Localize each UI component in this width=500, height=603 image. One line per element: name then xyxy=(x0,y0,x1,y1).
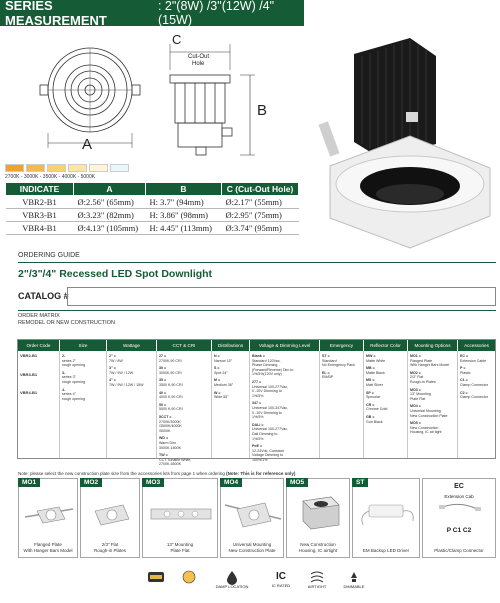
matrix-code: GB = xyxy=(366,414,375,419)
matrix-code: 27 = xyxy=(159,354,167,358)
cert-airtight xyxy=(302,570,332,594)
order-matrix-heading xyxy=(18,313,115,327)
matrix-code: MO1 = xyxy=(410,354,421,358)
matrix-entry xyxy=(366,415,405,424)
matrix-desc: EM/BP xyxy=(322,375,334,380)
mount-caption xyxy=(353,548,419,554)
matrix-desc: Wide 55° xyxy=(214,395,229,400)
caption-line: Plate Flat xyxy=(170,547,190,553)
flanged-plate-icon xyxy=(19,479,79,539)
matrix-col-header: Accessories xyxy=(464,343,489,348)
matrix-desc: Narrow 15° xyxy=(214,358,233,363)
matrix-desc: Universal Mounting xyxy=(410,408,441,413)
matrix-desc: 1%/5% xyxy=(252,436,264,441)
matrix-entry xyxy=(214,366,247,375)
cert-energystar xyxy=(178,570,200,594)
col-b: B xyxy=(146,183,222,196)
matrix-desc: 2700K/3000K xyxy=(159,419,181,424)
matrix-entry xyxy=(109,378,154,387)
connector-codes: P C1 C2 xyxy=(446,527,472,534)
mount-card-mo2 xyxy=(80,478,140,558)
matrix-code: 3- xyxy=(62,370,66,375)
matrix-entry xyxy=(159,403,209,412)
table-cell: Ø:4.13" (105mm) xyxy=(74,222,146,235)
cert-ic xyxy=(268,570,294,594)
matrix-code: MS = xyxy=(366,378,375,383)
matrix-desc: 100%/1% xyxy=(252,457,268,462)
dimmable-icon xyxy=(346,570,362,584)
matrix-desc: Universal 100-347Vac, xyxy=(252,405,289,410)
table-cell: Ø:3.74" (95mm) xyxy=(222,222,299,235)
matrix-code: 4- xyxy=(62,387,66,392)
matrix-col-header: Emergency xyxy=(320,340,364,351)
matrix-code: SP = xyxy=(366,390,374,395)
mount-caption xyxy=(221,542,283,553)
divider xyxy=(18,310,496,311)
matrix-desc: 12-24Vdc, Constant xyxy=(252,448,284,453)
matrix-code: 3" = xyxy=(109,366,116,371)
cct-swatch xyxy=(68,164,87,172)
matrix-code: S = xyxy=(214,366,220,371)
matrix-code: P = xyxy=(460,366,466,371)
dim-label-c: C xyxy=(172,32,182,47)
matrix-col-size xyxy=(60,351,107,458)
matrix-entry xyxy=(214,391,247,400)
mount-card-mo4 xyxy=(220,478,284,558)
matrix-desc: Phase Dimming xyxy=(252,363,278,368)
matrix-entry xyxy=(460,391,493,400)
matrix-code: Blank = xyxy=(252,354,265,358)
matrix-desc: Voltage Dimming to xyxy=(252,453,284,458)
remodel-label: REMODEL OR NEW CONSTRUCTION xyxy=(18,320,115,326)
table-row xyxy=(6,209,299,222)
matrix-col-header: Order Code xyxy=(18,340,60,351)
matrix-entry xyxy=(410,388,455,402)
table-cell: VBR2-B1 xyxy=(6,196,74,209)
dimensions-table xyxy=(5,182,299,235)
cct-swatch xyxy=(47,164,66,172)
matrix-desc: Universal 100-277Vac, xyxy=(252,384,289,389)
matrix-entry xyxy=(322,354,361,368)
matrix-entry xyxy=(366,391,405,400)
matrix-desc: Extension Cable xyxy=(460,358,487,363)
order-code: VBR4-B1 xyxy=(20,390,38,396)
ec-caption: Extension Cab xyxy=(444,494,474,499)
matrix-code: C1 = xyxy=(460,378,468,383)
note-text: Note: please select the new construction plate size from the accessories kits from page 1 when ordering xyxy=(18,471,225,476)
matrix-entry xyxy=(159,415,209,433)
cct-swatch xyxy=(5,164,24,172)
matrix-code: 347 = xyxy=(252,401,262,406)
matrix-code: EC = xyxy=(460,354,469,358)
matrix-desc: 2/3" Flat xyxy=(410,375,424,380)
mount-tag: MO1 xyxy=(18,478,40,487)
dimension-drawing-svg xyxy=(0,30,300,170)
matrix-entry xyxy=(322,371,361,380)
cct-swatch xyxy=(26,164,45,172)
matrix-code: DALI = xyxy=(252,422,264,427)
caption-line: 13" Mounting xyxy=(166,542,194,547)
matrix-code: 35 = xyxy=(159,378,167,383)
product-title: 2"/3"/4" Recessed LED Spot Downlight xyxy=(18,268,213,280)
matrix-code: MW = xyxy=(366,354,376,358)
matrix-desc: /3500K/4000K xyxy=(159,424,182,429)
matrix-col-header: Reflector Color xyxy=(364,340,408,351)
caption-line: New Construction Plate xyxy=(228,547,276,553)
table-cell: Ø:3.23" (82mm) xyxy=(74,209,146,222)
matrix-desc: Rough-In Plates xyxy=(410,379,436,384)
mount-caption xyxy=(19,542,77,553)
matrix-desc: Clamp Connector xyxy=(460,382,488,387)
matrix-entry xyxy=(410,371,455,385)
mount-tag: MO5 xyxy=(286,478,308,487)
divider xyxy=(18,262,496,263)
matrix-desc: 3000K-1800K xyxy=(159,445,181,450)
matrix-entry xyxy=(366,366,405,375)
cert-damp xyxy=(212,570,252,594)
led-driver-icon xyxy=(353,479,421,539)
title-24-icon xyxy=(147,570,165,584)
matrix-code: W = xyxy=(214,390,221,395)
order-matrix-label: ORDER MATRIX xyxy=(18,313,60,319)
matrix-desc: Chrome Gold xyxy=(366,407,388,412)
matrix-code: 277 = xyxy=(252,379,262,384)
flat-plate-icon xyxy=(81,479,141,539)
airtight-icon xyxy=(309,570,325,584)
catalog-label: CATALOG # xyxy=(18,291,69,301)
matrix-code: TW = xyxy=(159,453,168,458)
matrix-code: 2" = xyxy=(109,354,116,358)
matrix-col-header: Size xyxy=(60,340,107,351)
cutout-label-line2: Hole xyxy=(192,61,205,67)
col-c: C (Cut-Out Hole) xyxy=(222,183,299,196)
matrix-desc: series 3" xyxy=(62,375,76,380)
cert-label: IC RATED xyxy=(271,583,291,588)
matrix-col-header: Voltage & Dimming Level xyxy=(250,340,320,351)
series-sizes: : 2"(8W) /3"(12W) /4"(15W) xyxy=(157,0,275,27)
table-cell: H: 3.86" (98mm) xyxy=(146,209,222,222)
cct-swatch xyxy=(89,164,108,172)
matrix-desc: Warm Dim xyxy=(159,440,176,445)
matrix-desc: No Emergency Pack xyxy=(322,363,355,368)
matrix-desc: Standard 120Vac, xyxy=(252,358,281,363)
matrix-col-header: Mounting Options xyxy=(408,340,458,351)
matrix-desc: 4000 K,90 CRI xyxy=(159,395,183,400)
technical-drawing xyxy=(0,30,300,170)
matrix-code: N = xyxy=(214,354,220,358)
matrix-code: 4" = xyxy=(109,378,116,383)
energy-star-icon xyxy=(179,570,199,584)
order-code: VBR2-B1 xyxy=(20,353,38,358)
matrix-entry xyxy=(252,354,317,377)
matrix-code: M = xyxy=(214,378,221,383)
mount-tag: MO2 xyxy=(80,478,102,487)
mount-caption xyxy=(143,542,217,553)
mount-caption xyxy=(287,542,349,553)
caption-line: With Hanger Bars Model xyxy=(23,547,73,553)
matrix-code: PoE = xyxy=(252,444,263,449)
note-emphasis: (Note: This is for reference only) xyxy=(224,471,296,476)
table-cell: H: 3.7" (94mm) xyxy=(146,196,222,209)
caption-line: 2/3" Flat xyxy=(101,542,119,547)
matrix-desc: 7W / 9W / 12W xyxy=(109,370,134,375)
matrix-desc: 2700K-6500K xyxy=(159,462,181,467)
caption-line: Housing, IC airtight xyxy=(298,547,338,553)
matrix-desc: 0 -10V Dimming to xyxy=(252,410,282,415)
cert-title24 xyxy=(146,570,166,594)
matrix-desc: 2700K,90 CRI xyxy=(159,358,182,363)
matrix-code: 2- xyxy=(62,354,66,358)
col-a: A xyxy=(74,183,146,196)
table-cell: Ø:2.56" (65mm) xyxy=(74,196,146,209)
matrix-entry xyxy=(159,436,209,450)
caption-line: EM Backup LED Driver xyxy=(362,547,410,553)
matrix-entry xyxy=(410,421,455,435)
matrix-code: ST = xyxy=(322,354,330,358)
matrix-code: 30 = xyxy=(159,366,167,371)
matrix-desc: Matte White xyxy=(366,358,386,363)
matrix-col-header: Wattage xyxy=(107,340,157,351)
matrix-entry xyxy=(159,354,209,363)
matrix-code: WD = xyxy=(159,436,169,441)
matrix-code: MO3 = xyxy=(410,387,421,392)
matrix-code: 5CCT = xyxy=(159,414,172,419)
table-row xyxy=(6,196,299,209)
ec-tag: EC xyxy=(454,483,464,490)
matrix-col-emergency xyxy=(320,351,364,458)
mount-card-mo5 xyxy=(286,478,350,558)
matrix-desc: Dali Dimming to xyxy=(252,431,278,436)
matrix-desc: Plate Flat xyxy=(410,396,426,401)
note xyxy=(18,471,295,476)
matrix-entry xyxy=(252,401,317,419)
ordering-guide-label: ORDERING GUIDE xyxy=(18,252,80,259)
matrix-desc: rough opening xyxy=(62,396,85,401)
table-row xyxy=(6,222,299,235)
matrix-desc: Standard xyxy=(322,358,337,363)
matrix-desc: (Forward/Reverse) Dim to xyxy=(252,367,294,372)
matrix-desc: 1%/5% xyxy=(252,393,264,398)
matrix-entry xyxy=(252,380,317,398)
matrix-desc: rough opening xyxy=(62,363,85,368)
matrix-entry xyxy=(410,354,455,368)
ec-bottom-caption: Plastic/Clamp Connector xyxy=(434,547,484,553)
matrix-desc: Gun Black xyxy=(366,419,383,424)
cct-swatch-label: 2700K - 3000K - 3500K - 4000K - 5000K xyxy=(5,174,96,180)
matrix-desc: 1%/5% xyxy=(252,415,264,420)
matrix-entry xyxy=(159,378,209,387)
matrix-desc: Matt Silver xyxy=(366,382,383,387)
table-cell: Ø:2.95" (75mm) xyxy=(222,209,299,222)
matrix-desc: Spot 24° xyxy=(214,370,228,375)
matrix-desc: Plastic xyxy=(460,370,471,375)
matrix-col-reflector xyxy=(364,351,408,458)
caption-line: Flanged Plate xyxy=(34,542,62,547)
table-cell: Ø:2.17" (55mm) xyxy=(222,196,299,209)
matrix-entry xyxy=(214,354,247,363)
mount-tag: ST xyxy=(352,478,368,487)
housing-icon xyxy=(287,479,351,539)
matrix-code: MO2 = xyxy=(410,370,421,375)
matrix-desc: CCT Tunable White, xyxy=(159,457,192,462)
matrix-desc: Medium 36° xyxy=(214,382,234,387)
matrix-code: MO4 = xyxy=(410,404,421,409)
matrix-entry xyxy=(214,378,247,387)
order-code: VBR3-B1 xyxy=(20,371,38,377)
matrix-col-distribution xyxy=(212,351,250,458)
matrix-code: EL = xyxy=(322,370,330,375)
matrix-entry xyxy=(159,391,209,400)
matrix-desc: 7W / 8W xyxy=(109,358,123,363)
matrix-col-order-code xyxy=(18,351,60,458)
matrix-code: MB = xyxy=(366,366,375,371)
mount-card-st xyxy=(352,478,420,558)
matrix-desc: 5000 K,90 CRI xyxy=(159,407,183,412)
matrix-entry xyxy=(252,444,317,462)
matrix-desc: series 2" xyxy=(62,358,76,363)
universal-plate-icon xyxy=(221,479,285,539)
matrix-entry xyxy=(366,403,405,412)
matrix-entry xyxy=(366,354,405,363)
matrix-desc: With Hanger Bars Model xyxy=(410,363,450,368)
col-indicate: INDICATE xyxy=(6,183,74,196)
cct-swatches xyxy=(5,164,129,172)
matrix-desc: New Construction Plate xyxy=(410,413,448,418)
matrix-col-header: CCT & CRI xyxy=(157,340,212,351)
mount-card-ec xyxy=(422,478,496,558)
matrix-desc: /5000K xyxy=(159,428,171,433)
matrix-desc: 3500 K,90 CRI xyxy=(159,382,183,387)
ic-rated-icon: IC xyxy=(276,571,286,582)
matrix-entry xyxy=(62,354,104,368)
matrix-entry xyxy=(460,378,493,387)
damp-location-icon xyxy=(224,570,240,584)
matrix-desc: New Construction xyxy=(410,425,439,430)
matrix-col-header: Distributions xyxy=(212,340,250,351)
matrix-entry xyxy=(460,354,493,363)
matrix-entry xyxy=(410,404,455,418)
mount-card-mo1 xyxy=(18,478,78,558)
mount-tag: MO3 xyxy=(142,478,164,487)
matrix-code: 50 = xyxy=(159,402,167,407)
cert-label: DAMP LOCATION xyxy=(215,584,249,589)
matrix-entry xyxy=(62,388,104,402)
matrix-entry xyxy=(109,354,154,363)
matrix-desc: series 4" xyxy=(62,392,76,397)
matrix-desc: 0 -10V Dimming to xyxy=(252,389,282,394)
matrix-entry xyxy=(460,366,493,375)
mount-card-mo3 xyxy=(142,478,218,558)
cutout-label-line1: Cut-Out xyxy=(188,54,210,60)
cct-swatch xyxy=(110,164,129,172)
matrix-entry xyxy=(159,366,209,375)
mount-tag: MO4 xyxy=(220,478,242,487)
order-matrix xyxy=(17,339,496,467)
matrix-col-cct xyxy=(157,351,212,467)
matrix-entry xyxy=(252,423,317,441)
matrix-entry xyxy=(366,378,405,387)
caption-line: Universal Mounting xyxy=(232,542,272,547)
caption-line: Rough-in Plates xyxy=(93,547,127,553)
matrix-desc: 13" Mounting xyxy=(410,392,432,397)
table-cell: VBR4-B1 xyxy=(6,222,74,235)
matrix-desc: 3000K,90 CRI xyxy=(159,370,182,375)
matrix-desc: Flanged Plate xyxy=(410,358,433,363)
series-title: SERIES MEASUREMENT xyxy=(5,0,107,28)
matrix-desc: rough opening xyxy=(62,379,85,384)
mounting-plate-icon xyxy=(143,479,219,539)
matrix-desc: Universal 100-277Vac, xyxy=(252,427,289,432)
matrix-desc: Housing, IC air tight xyxy=(410,430,442,435)
matrix-entry xyxy=(62,371,104,385)
matrix-header xyxy=(18,340,495,351)
product-photo xyxy=(312,26,500,256)
series-header xyxy=(0,0,304,26)
matrix-col-wattage xyxy=(107,351,157,458)
caption-line: New Construction xyxy=(300,542,336,547)
matrix-desc: Matte Black xyxy=(366,370,385,375)
matrix-col-voltage xyxy=(250,351,320,462)
catalog-input[interactable] xyxy=(67,287,496,306)
matrix-desc: Specular xyxy=(366,395,381,400)
matrix-col-mounting xyxy=(408,351,458,458)
matrix-entry xyxy=(159,453,209,467)
matrix-entry xyxy=(109,366,154,375)
matrix-col-accessories xyxy=(458,351,495,458)
matrix-code: CR = xyxy=(366,402,375,407)
table-cell: VBR3-B1 xyxy=(6,209,74,222)
cert-label: DIMMABLE xyxy=(343,584,365,589)
matrix-code: C2 = xyxy=(460,390,468,395)
cert-label: AIRTIGHT xyxy=(307,584,327,589)
table-cell: H: 4.45" (113mm) xyxy=(146,222,222,235)
dim-label-a: A xyxy=(82,136,93,153)
matrix-desc: Clamp Connector xyxy=(460,395,488,400)
cert-dimmable xyxy=(338,570,370,594)
matrix-body xyxy=(18,351,495,467)
matrix-desc: 7W / 9W / 12W / 15W xyxy=(109,382,144,387)
matrix-code: 40 = xyxy=(159,390,167,395)
matrix-code: MO5 = xyxy=(410,421,421,426)
dim-label-b: B xyxy=(257,102,268,119)
mount-caption xyxy=(81,542,139,553)
matrix-desc: 1%/5%(120V only) xyxy=(252,372,282,377)
